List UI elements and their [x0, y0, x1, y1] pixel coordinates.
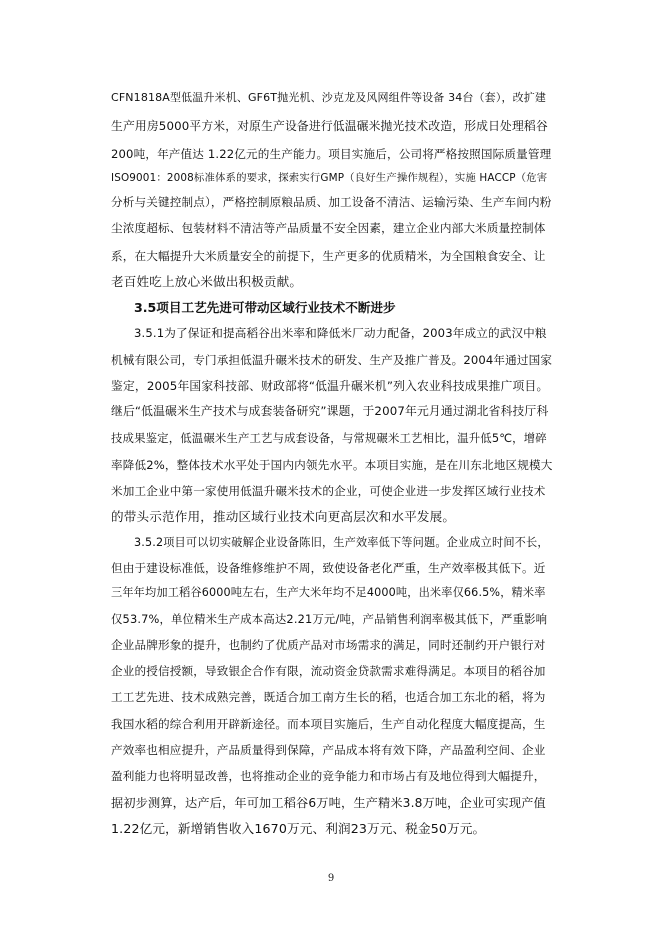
text-line: 米加工企业中第一家使用低温升碾米技术的企业，可使企业进一步发挥区域行业技术 — [111, 484, 546, 498]
text-line: 产效率也相应提升，产品质量得到保障，产品成本将有效下降，产品盈利空间、企业 — [111, 743, 546, 757]
text-line: 200吨，年产值达 1.22亿元的生产能力。项目实施后，公司将严格按照国际质量管理 — [111, 147, 552, 161]
text-line: 3.5.2项目可以切实破解企业设备陈旧，生产效率低下等问题。企业成立时间不长， — [134, 536, 549, 549]
text-line: 的带头示范作用，推动区域行业技术向更高层次和水平发展。 — [111, 509, 456, 524]
text-line: 鉴定，2005年国家科技部、财政部将“低温升碾米机”列入农业科技成果推广项目。 — [111, 379, 549, 393]
text-line: 据初步测算，达产后，年可加工稻谷6万吨，生产精米3.8万吨，企业可实现产值 — [111, 796, 546, 810]
text-line: 1.22亿元，新增销售收入1670万元、利润23万元、税金50万元。 — [111, 821, 486, 836]
text-line: ISO9001：2008标准体系的要求，探索实行GMP（良好生产操作规程），实施 HACCP（危害 — [111, 172, 548, 184]
text-line: 率降低2%，整体技术水平处于国内内领先水平。本项目实施，是在川东北地区规模大 — [111, 458, 553, 472]
text-line: 尘浓度超标、包装材料不清洁等产品质量不安全因素，建立企业内部大米质量控制体 — [111, 221, 546, 235]
text-line: 工工艺先进、技术成熟完善，既适合加工南方生长的稻，也适合加工东北的稻，将为 — [111, 690, 546, 704]
text-line: 分析与关键控制点），严格控制原粮品质、加工设备不清洁、运输污染、生产车间内粉 — [111, 195, 552, 209]
text-line: 继后“低温碾米生产技术与成套装备研究”课题，于2007年元月通过湖北省科技厅科 — [111, 404, 549, 418]
text-line: 3.5.1为了保证和提高稻谷出米率和降低米厂动力配备，2003年成立的武汉中粮 — [134, 326, 547, 340]
text-line: CFN1818A型低温升米机、GF6T抛光机、沙克龙及风网组件等设备 34台（套），改扩建 — [111, 91, 547, 104]
text-line: 企业的授信授额，导致银企合作有限，流动资金贷款需求难得满足。本项目的稻谷加 — [111, 664, 546, 678]
text-line: 三年年均加工稻谷6000吨左右，生产大米年均不足4000吨，出米率仅66.5%，精米率 — [111, 586, 546, 599]
text-line: 技成果鉴定，低温碾米生产工艺与成套设备，与常规碾米工艺相比，温升低5℃，增碎 — [111, 431, 547, 445]
text-line: 机械有限公司，专门承担低温升碾米技术的研发、生产及推广普及。2004年通过国家 — [111, 353, 553, 367]
text-line: 盈利能力也将明显改善，也将推动企业的竞争能力和市场占有及地位得到大幅提升， — [111, 769, 546, 783]
page-number: 9 — [327, 873, 335, 884]
text-line: 企业品牌形象的提升，也制约了优质产品对市场需求的满足，同时还制约开户银行对 — [111, 638, 546, 652]
text-line: 系，在大幅提升大米质量安全的前提下，生产更多的优质精米，为全国粮食安全、让 — [111, 249, 546, 263]
text-line: 仅53.7%，单位精米生产成本高达2.21万元/吨，产品销售利润率极其低下，严重影响 — [111, 612, 548, 626]
text-line: 老百姓吃上放心米做出积极贡献。 — [111, 274, 303, 289]
text-line: 我国水稻的综合利用开辟新途径。而本项目实施后，生产自动化程度大幅度提高，生 — [111, 717, 546, 731]
text-line: 但由于建设标准低，设备维修维护不周，致使设备老化严重，生产效率极其低下。近 — [111, 561, 546, 575]
text-line: 生产用房5000平方米，对原生产设备进行低温碾米抛光技术改造，形成日处理稻谷 — [111, 119, 548, 133]
section-heading: 3.5项目工艺先进可带动区域行业技术不断进步 — [134, 300, 396, 315]
